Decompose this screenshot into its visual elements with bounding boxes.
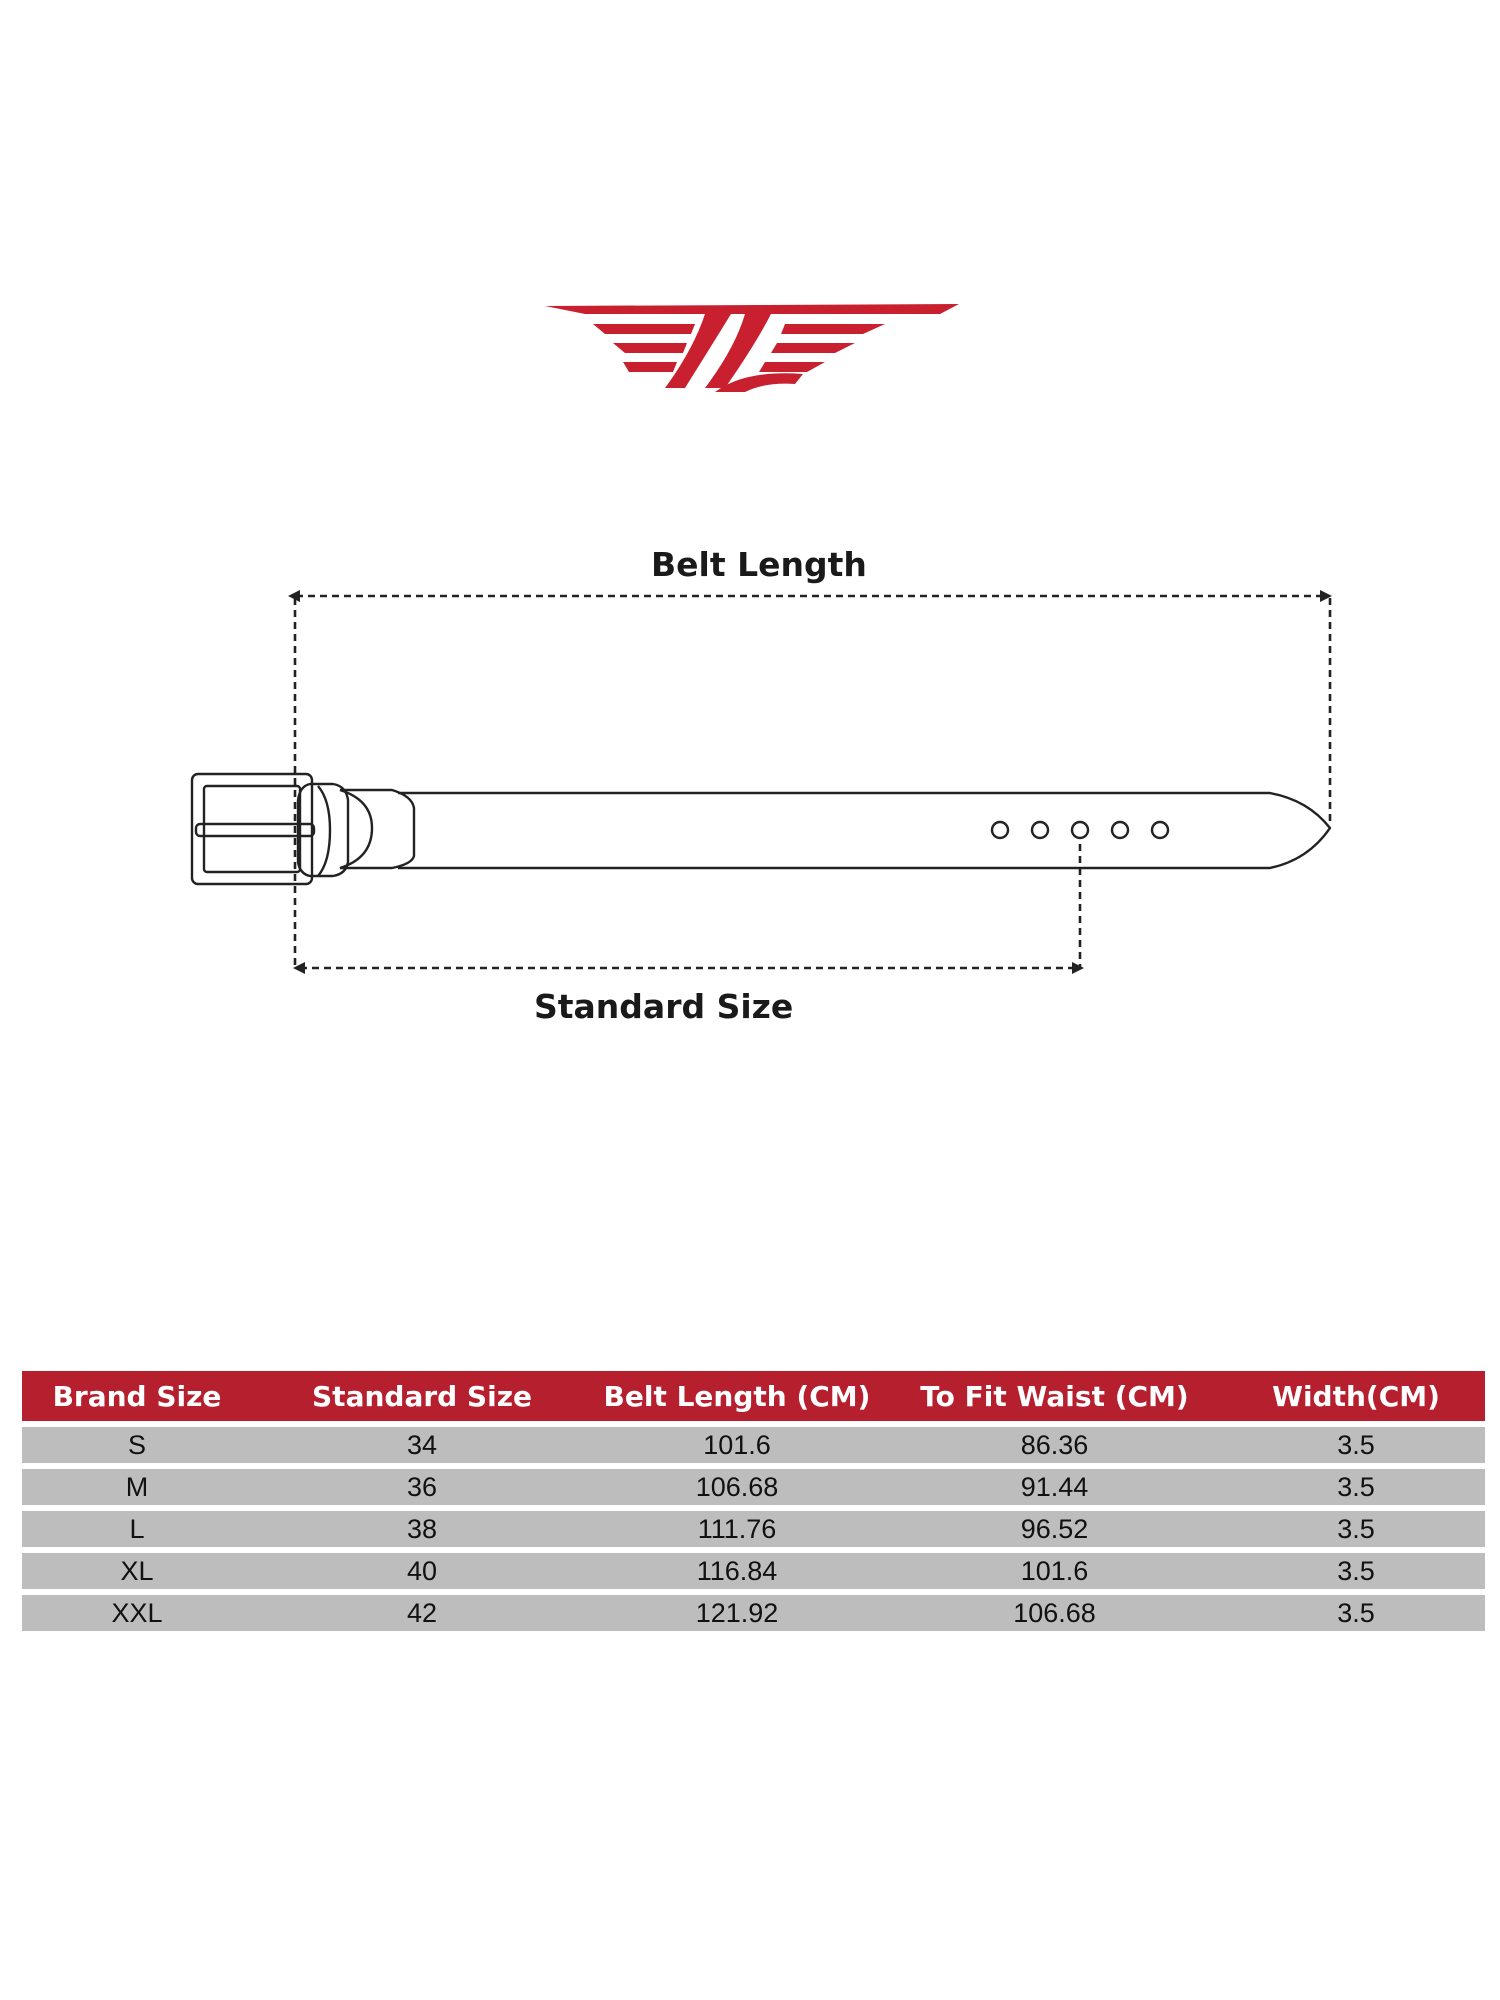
cell-width: 3.5: [1227, 1427, 1485, 1463]
table-header-row: [22, 1371, 1485, 1421]
header-width: Width(CM): [1227, 1371, 1485, 1421]
belt-strap: [398, 793, 1330, 868]
belt-hole: [1152, 822, 1168, 838]
cell-belt-length: 101.6: [592, 1427, 882, 1463]
cell-brand-size: XXL: [22, 1595, 252, 1631]
cell-width: 3.5: [1227, 1595, 1485, 1631]
cell-standard-size: 34: [252, 1427, 592, 1463]
belt-length-label: Belt Length: [651, 545, 867, 584]
standard-size-right-arrow: [1072, 962, 1084, 974]
table-row: [22, 1427, 1485, 1463]
cell-to-fit-waist: 106.68: [882, 1595, 1227, 1631]
cell-belt-length: 116.84: [592, 1553, 882, 1589]
cell-belt-length: 121.92: [592, 1595, 882, 1631]
cell-standard-size: 38: [252, 1511, 592, 1547]
table-row: [22, 1469, 1485, 1505]
header-standard-size: Standard Size: [252, 1371, 592, 1421]
cell-brand-size: L: [22, 1511, 252, 1547]
table-row: [22, 1595, 1485, 1631]
belt-end-tip: [340, 790, 414, 868]
cell-belt-length: 106.68: [592, 1469, 882, 1505]
header-belt-length: Belt Length (CM): [592, 1371, 882, 1421]
belt-hole: [1112, 822, 1128, 838]
belt-diagram: [0, 580, 1500, 1000]
cell-belt-length: 111.76: [592, 1511, 882, 1547]
belt-keeper: [298, 784, 348, 876]
belt-hole: [1072, 822, 1088, 838]
cell-brand-size: S: [22, 1427, 252, 1463]
table-row: [22, 1553, 1485, 1589]
cell-brand-size: M: [22, 1469, 252, 1505]
cell-width: 3.5: [1227, 1511, 1485, 1547]
cell-to-fit-waist: 101.6: [882, 1553, 1227, 1589]
winged-brand-logo: [545, 300, 960, 392]
header-brand-size: Brand Size: [22, 1371, 252, 1421]
cell-standard-size: 42: [252, 1595, 592, 1631]
cell-standard-size: 36: [252, 1469, 592, 1505]
size-chart-table: [22, 1365, 1485, 1637]
standard-size-label: Standard Size: [534, 987, 794, 1026]
cell-standard-size: 40: [252, 1553, 592, 1589]
belt-hole: [992, 822, 1008, 838]
cell-to-fit-waist: 96.52: [882, 1511, 1227, 1547]
cell-to-fit-waist: 86.36: [882, 1427, 1227, 1463]
cell-width: 3.5: [1227, 1553, 1485, 1589]
cell-brand-size: XL: [22, 1553, 252, 1589]
cell-to-fit-waist: 91.44: [882, 1469, 1227, 1505]
cell-width: 3.5: [1227, 1469, 1485, 1505]
header-to-fit-waist: To Fit Waist (CM): [882, 1371, 1227, 1421]
belt-hole: [1032, 822, 1048, 838]
table-row: [22, 1511, 1485, 1547]
